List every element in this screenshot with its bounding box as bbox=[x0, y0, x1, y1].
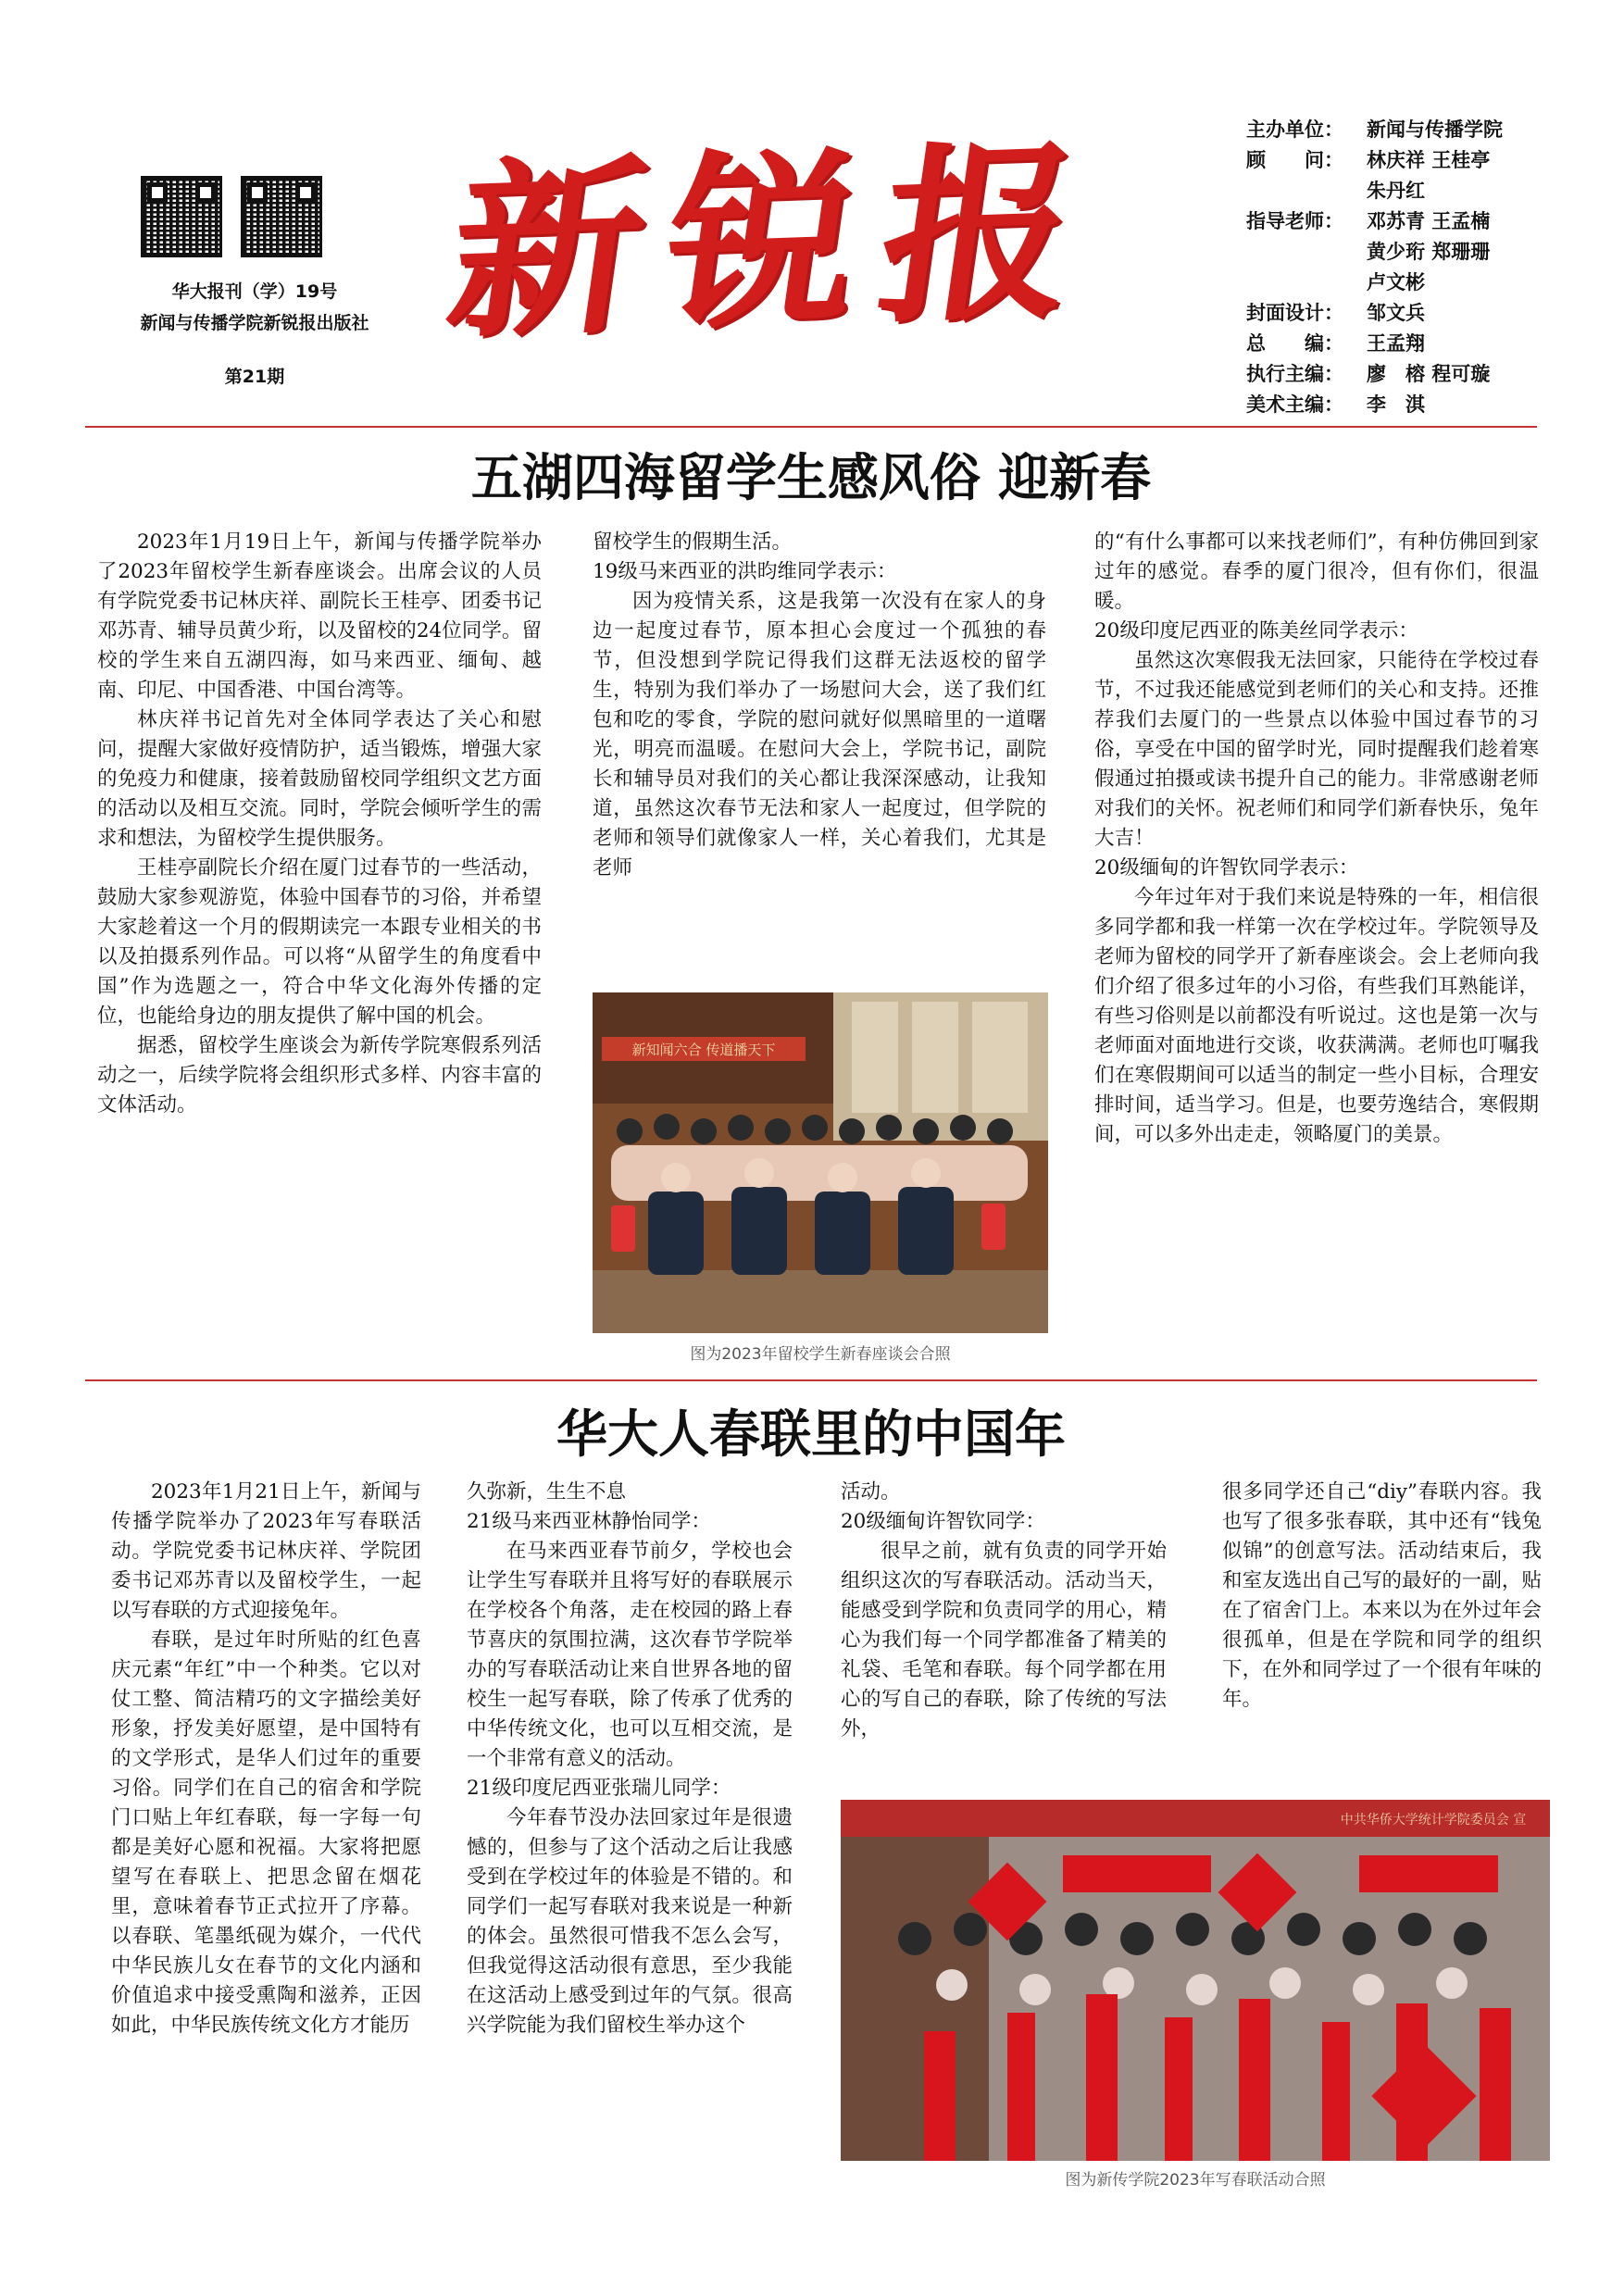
article1-headline: 五湖四海留学生感风俗 迎新春 bbox=[470, 448, 1152, 507]
paragraph: 留校学生的假期生活。 bbox=[593, 530, 793, 554]
masthead-credits bbox=[1246, 115, 1580, 420]
article2-column-2 bbox=[467, 1478, 793, 2040]
masthead-info bbox=[97, 276, 412, 393]
photo-caption: 图为新传学院2023年写春联活动合照 bbox=[1065, 2171, 1326, 2190]
divider bbox=[85, 1379, 1537, 1381]
paragraph: 2023年1月21日上午，新闻与传播学院举办了2023年写春联活动。学院党委书记林庆祥、学院团委书记邓苏青以及留校学生，一起以写春联的方式迎接兔年。 bbox=[111, 1480, 421, 1622]
paragraph: 2023年1月19日上午，新闻与传播学院举办了2023年留校学生新春座谈会。出席会议的人员有学院党委书记林庆祥、副院长王桂亭、团委书记邓苏青、辅导员黄少珩，以及留校的24位同学。留校的学生来自五湖四海，如马来西亚、缅甸、越南、印尼、中国香港、中国台湾等。 bbox=[97, 530, 542, 702]
paragraph: 很早之前，就有负责的同学开始组织这次的写春联活动。活动当天，能感受到学院和负责同学的用心，精心为我们每一个同学都准备了精美的礼袋、毛笔和春联。每个同学都在用心的写自己的春联，除了传统的写法外， bbox=[841, 1540, 1167, 1741]
speaker: 20级缅甸许智钦同学： bbox=[841, 1510, 1045, 1533]
credit-key: 封面设计： bbox=[1246, 302, 1343, 324]
couplet-photo-illustration bbox=[841, 1800, 1550, 2161]
photo-banner-text: 中共华侨大学统计学院委员会 宣 bbox=[1340, 1813, 1527, 1828]
paragraph: 的“有什么事都可以来找老师们”，有种仿佛回到家过年的感觉。春季的厦门很冷，但有你们，很温暖。 bbox=[1094, 530, 1539, 613]
article1-column-2 bbox=[593, 528, 1046, 883]
photo-meeting bbox=[593, 992, 1048, 1333]
speaker: 20级缅甸的许智钦同学表示： bbox=[1094, 856, 1359, 880]
credit-value: 卢文彬 bbox=[1367, 271, 1425, 293]
credit-value: 邹文兵 bbox=[1367, 302, 1425, 324]
credit-key: 美术主编： bbox=[1246, 393, 1343, 416]
publication-number: 华大报刊（学）19号 bbox=[171, 281, 338, 302]
credit-value: 廖 榕 程可璇 bbox=[1367, 363, 1491, 385]
credit-value: 林庆祥 王桂亭 bbox=[1367, 149, 1491, 171]
paragraph: 在马来西亚春节前夕，学校也会让学生写春联并且将写好的春联展示在学校各个角落，走在校园的路上春节喜庆的氛围拉满，这次春节学院举办的写春联活动让来自世界各地的留校生一起写春联，除了传承了优秀的中华传统文化，也可以互相交流，是一个非常有意义的活动。 bbox=[467, 1540, 793, 1770]
credit-key: 顾 问： bbox=[1246, 149, 1343, 171]
paragraph: 久弥新，生生不息 bbox=[467, 1480, 627, 1504]
speaker: 21级马来西亚林静怡同学： bbox=[467, 1510, 711, 1533]
paragraph: 今年春节没办法回家过年是很遗憾的，但参与了这个活动之后让我感受到在学校过年的体验是不错的。和同学们一起写春联对我来说是一种新的体会。虽然很可惜我不怎么会写，但我觉得这活动很有意思，至少我能在这活动上感受到过年的气氛。很高兴学院能为我们留校生举办这个 bbox=[467, 1806, 793, 2037]
credit-key: 主办单位： bbox=[1246, 119, 1343, 141]
credit-value: 朱丹红 bbox=[1367, 180, 1425, 202]
paragraph: 很多同学还自己“diy”春联内容。我也写了很多张春联，其中还有“钱兔似锦”的创意写法。活动结束后，我和室友选出自己写的最好的一副，贴在了宿舍门上。本来以为在外过年会很孤单，但是在学院和同学的组织下，在外和同学过了一个很有年味的年。 bbox=[1222, 1480, 1542, 1711]
credit-value: 李 淇 bbox=[1367, 393, 1425, 416]
issue-number: 第21期 bbox=[224, 367, 285, 387]
article1-column-3 bbox=[1094, 528, 1539, 1150]
qr-code-icon bbox=[141, 176, 222, 257]
paragraph: 今年过年对于我们来说是特殊的一年，相信很多同学都和我一样第一次在学校过年。学院领导及老师为留校的同学开了新春座谈会。会上老师向我们介绍了很多过年的小习俗，有些我们耳熟能详，有些习俗则是以前都没有听说过。这也是第一次与老师面对面地进行交谈，收获满满。老师也叮嘱我们在寒假期间可以适当的制定一些小目标，合理安排时间，适当学习。但是，也要劳逸结合，寒假期间，可以多外出走走，领略厦门的美景。 bbox=[1094, 886, 1539, 1146]
credit-value: 邓苏青 王孟楠 bbox=[1367, 210, 1491, 232]
credit-key: 指导老师： bbox=[1246, 210, 1343, 232]
newspaper-title: 新锐报 bbox=[436, 119, 1113, 366]
paragraph: 林庆祥书记首先对全体同学表达了关心和慰问，提醒大家做好疫情防护，适当锻炼，增强大家的免疫力和健康，接着鼓励留校同学组织文艺方面的活动以及相互交流。同时，学院会倾听学生的需求和想法，为留校学生提供服务。 bbox=[97, 708, 542, 850]
photo-banner-text: 新知闻六合 传道播天下 bbox=[631, 1042, 776, 1058]
paragraph: 活动。 bbox=[841, 1480, 901, 1504]
credit-key bbox=[1246, 176, 1367, 206]
group-photo-illustration bbox=[593, 992, 1048, 1333]
paragraph: 王桂亭副院长介绍在厦门过春节的一些活动，鼓励大家参观游览，体验中国春节的习俗，并希望大家趁着这一个月的假期读完一本跟专业相关的书以及拍摄系列作品。可以将“从留学生的角度看中国”作为选题之一，符合中华文化海外传播的定位，也能给身边的朋友提供了解中国的机会。 bbox=[97, 856, 542, 1028]
paragraph: 春联，是过年时所贴的红色喜庆元素“年红”中一个种类。它以对仗工整、简洁精巧的文字描绘美好形象，抒发美好愿望，是中国特有的文学形式，是华人们过年的重要习俗。同学们在自己的宿舍和学院门口贴上年红春联，每一字每一句都是美好心愿和祝福。大家将把愿望写在春联上、把思念留在烟花里，意味着春节正式拉开了序幕。以春联、笔墨纸砚为媒介，一代代中华民族儿女在春节的文化内涵和价值追求中接受熏陶和滋养，正因如此，中华民族传统文化方才能历 bbox=[111, 1628, 421, 2037]
credit-value: 黄少珩 郑珊珊 bbox=[1367, 241, 1491, 263]
photo-caption: 图为2023年留校学生新春座谈会合照 bbox=[690, 1345, 951, 1364]
credit-value: 王孟翔 bbox=[1367, 332, 1425, 355]
speaker: 19级马来西亚的洪昀维同学表示： bbox=[593, 560, 897, 583]
credit-key bbox=[1246, 268, 1367, 298]
credit-key: 总 编： bbox=[1246, 332, 1343, 355]
credit-key bbox=[1246, 237, 1367, 268]
divider bbox=[85, 426, 1537, 428]
article1-column-1 bbox=[97, 528, 542, 1120]
paragraph: 据悉，留校学生座谈会为新传学院寒假系列活动之一，后续学院将会组织形式多样、内容丰富的文体活动。 bbox=[97, 1034, 542, 1117]
article2-column-3 bbox=[841, 1478, 1167, 1744]
article2-column-4 bbox=[1222, 1478, 1542, 1715]
publisher: 新闻与传播学院新锐报出版社 bbox=[140, 313, 369, 333]
speaker: 21级印度尼西亚张瑞儿同学： bbox=[467, 1777, 731, 1800]
paragraph: 因为疫情关系，这是我第一次没有在家人的身边一起度过春节，原本担心会度过一个孤独的春节，但没想到学院记得我们这群无法返校的留学生，特别为我们举办了一场慰问大会，送了我们红包和吃的零食，学院的慰问就好似黑暗里的一道曙光，明亮而温暖。在慰问大会上，学院书记，副院长和辅导员对我们的关心都让我深深感动，让我知道，虽然这次春节无法和家人一起度过，但学院的老师和领导们就像家人一样，关心着我们，尤其是老师 bbox=[593, 590, 1046, 880]
qr-code-icon bbox=[241, 176, 322, 257]
paragraph: 虽然这次寒假我无法回家，只能待在学校过春节，不过我还能感觉到老师们的关心和支持。还推荐我们去厦门的一些景点以体验中国过春节的习俗，享受在中国的留学时光，同时提醒我们趁着寒假通过拍摄或读书提升自己的能力。非常感谢老师对我们的关怀。祝老师们和同学们新春快乐，兔年大吉！ bbox=[1094, 649, 1539, 850]
credit-value: 新闻与传播学院 bbox=[1367, 119, 1503, 141]
speaker: 20级印度尼西亚的陈美丝同学表示： bbox=[1094, 619, 1418, 643]
article2-headline: 华大人春联里的中国年 bbox=[556, 1404, 1066, 1464]
article2-column-1 bbox=[111, 1478, 421, 2040]
credit-key: 执行主编： bbox=[1246, 363, 1343, 385]
photo-couplets bbox=[841, 1800, 1550, 2161]
